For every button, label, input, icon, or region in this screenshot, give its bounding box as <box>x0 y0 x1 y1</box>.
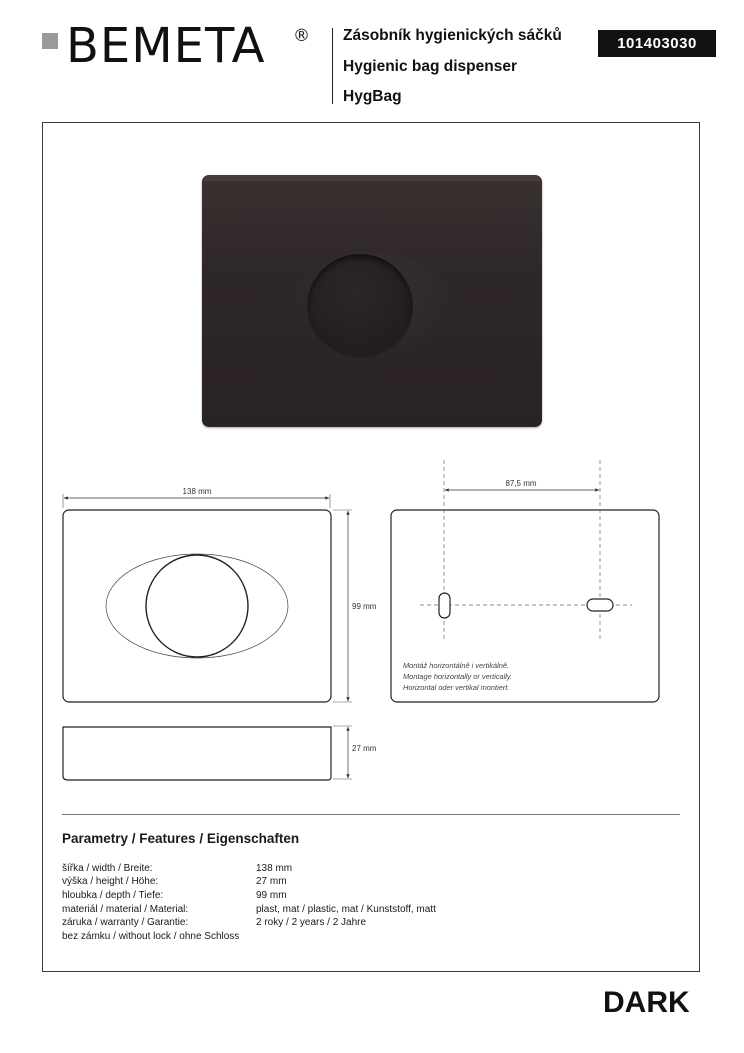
feature-row <box>62 916 622 929</box>
section-divider <box>62 814 680 815</box>
depth-label: 27 mm <box>352 744 377 753</box>
depth-dimension <box>333 726 352 779</box>
feature-row <box>62 889 622 902</box>
feature-value: 99 mm <box>256 890 287 901</box>
mounting-note-cz: Montáž horizontálně i vertikálně. <box>403 661 509 670</box>
product-title-short: HygBag <box>343 88 402 105</box>
features-title: Parametry / Features / Eigenschaften <box>62 831 300 846</box>
registered-mark: ® <box>293 26 310 46</box>
feature-value: 138 mm <box>256 863 293 874</box>
front-view <box>63 510 331 702</box>
height-label: 99 mm <box>352 602 377 611</box>
mounting-note-en: Montage horizontally or vertically. <box>403 672 513 681</box>
hole-spacing-label: 87,5 mm <box>505 479 537 488</box>
feature-row <box>62 930 622 943</box>
height-dimension <box>333 510 352 702</box>
feature-row <box>62 862 622 875</box>
product-code-badge: 101403030 <box>598 30 716 57</box>
feature-row <box>62 875 622 888</box>
feature-value: plast, mat / plastic, mat / Kunststoff, matt <box>256 904 436 915</box>
width-label: 138 mm <box>182 487 212 496</box>
feature-value: 27 mm <box>256 876 287 887</box>
mounting-note-de: Horizontal oder vertikal montiert. <box>403 683 510 692</box>
feature-label: materiál / material / Material: <box>62 904 189 915</box>
feature-row <box>62 903 622 916</box>
feature-value: 2 roky / 2 years / 2 Jahre <box>256 917 367 928</box>
feature-label: výška / height / Höhe: <box>62 876 159 887</box>
finish-label: DARK <box>603 986 690 1019</box>
product-title-cz: Zásobník hygienických sáčků <box>343 27 562 44</box>
feature-label: bez zámku / without lock / ohne Schloss <box>62 931 240 942</box>
width-dimension <box>63 494 330 508</box>
product-title-en: Hygienic bag dispenser <box>343 58 517 75</box>
feature-label: záruka / warranty / Garantie: <box>62 917 189 928</box>
feature-label: hloubka / depth / Tiefe: <box>62 890 164 901</box>
side-view <box>63 727 331 780</box>
brand-logo: BEMETA <box>66 18 266 74</box>
feature-label: šířka / width / Breite: <box>62 863 153 874</box>
